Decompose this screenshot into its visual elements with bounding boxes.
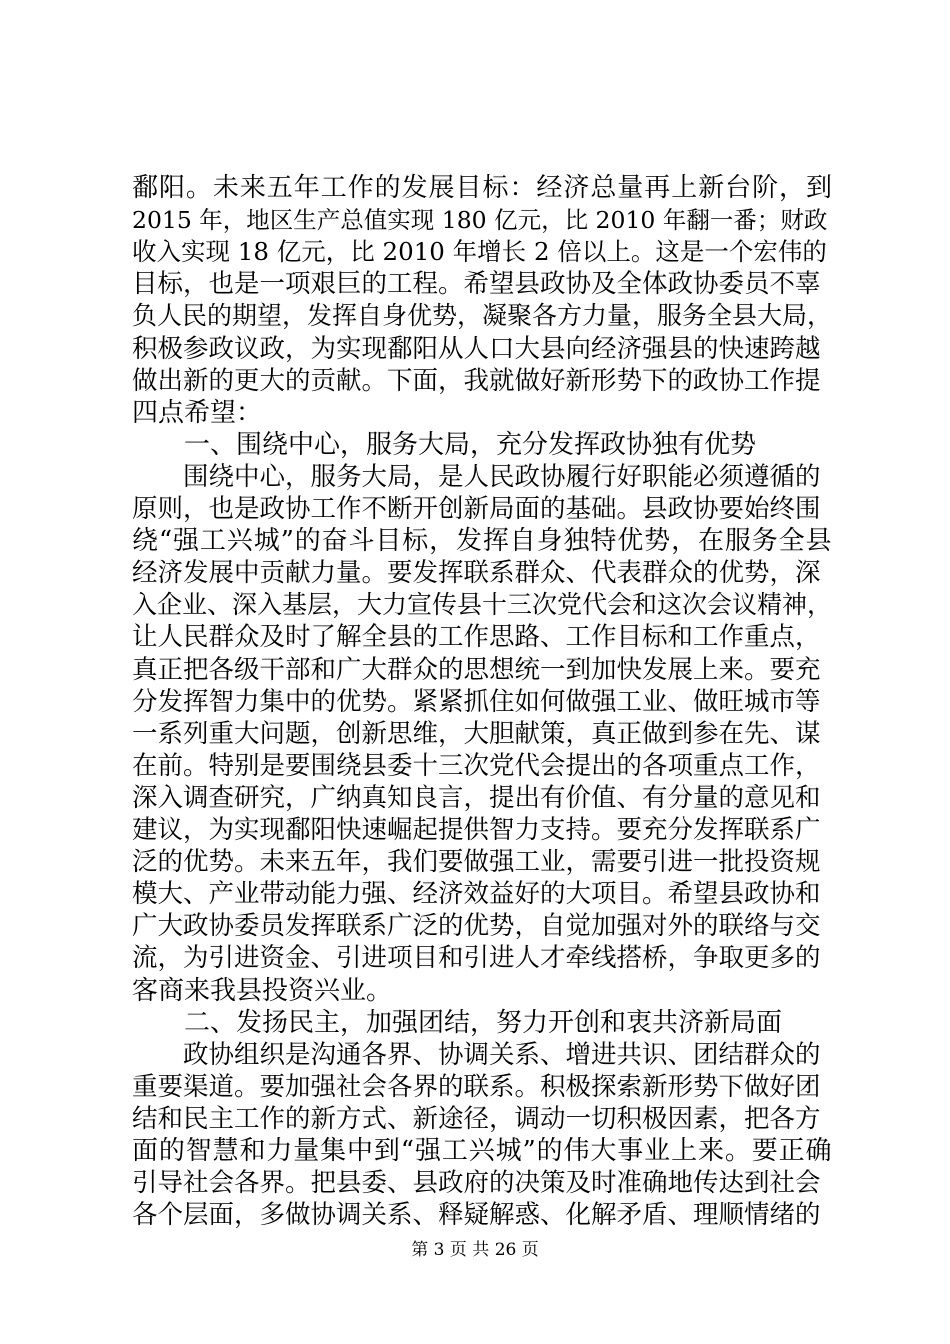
- text-line: 深入调查研究，广纳真知良言，提出有价值、有分量的意见和: [132, 782, 821, 813]
- text-line: 泛的优势。未来五年，我们要做强工业，需要引进一批投资规: [132, 847, 821, 878]
- text-line: 经济发展中贡献力量。要发挥联系群众、代表群众的优势，深: [132, 558, 821, 589]
- text-line: 让人民群众及时了解全县的工作思路、工作目标和工作重点，: [132, 622, 821, 653]
- text-line: 绕“强工兴城”的奋斗目标，发挥自身独特优势，在服务全县: [132, 526, 833, 557]
- text-line: 流，为引进资金、引进项目和引进人才牵线搭桥，争取更多的: [132, 943, 821, 974]
- text-line: 重要渠道。要加强社会各界的联系。积极探索新形势下做好团: [132, 1071, 821, 1102]
- text-line: 面的智慧和力量集中到“强工兴城”的伟大事业上来。要正确: [132, 1136, 833, 1166]
- text-line: 客商来我县投资兴业。: [132, 975, 393, 1006]
- text-line: 四点希望：: [132, 397, 263, 428]
- text-line: 负人民的期望，发挥自身优势，凝聚各方力量，服务全县大局，: [132, 301, 833, 331]
- text-line: 入企业、深入基层，大力宣传县十三次党代会和这次会议精神，: [132, 590, 833, 620]
- text-line: 真正把各级干部和广大群众的思想统一到加快发展上来。要充: [132, 654, 821, 685]
- text-line: 原则，也是政协工作不断开创新局面的基础。县政协要始终围: [132, 494, 821, 524]
- page-footer: 第 3 页 共 26 页: [411, 1240, 539, 1260]
- text-line: 一系列重大问题，创新思维，大胆献策，真正做到参在先、谋: [132, 718, 821, 749]
- text-line: 2015 年，地区生产总值实现 180 亿元，比 2010 年翻一番；财政: [132, 206, 828, 235]
- text-line: 鄱阳。未来五年工作的发展目标：经济总量再上新台阶，到: [132, 173, 833, 203]
- text-line: 政协组织是沟通各界、协调关系、增进共识、团结群众的: [132, 1039, 821, 1070]
- text-line: 分发挥智力集中的优势。紧紧抓住如何做强工业、做旺城市等: [132, 686, 821, 717]
- text-line: 模大、产业带动能力强、经济效益好的大项目。希望县政协和: [132, 879, 821, 910]
- text-line: 目标，也是一项艰巨的工程。希望县政协及全体政协委员不辜: [132, 269, 821, 300]
- text-line: 做出新的更大的贡献。下面，我就做好新形势下的政协工作提: [132, 365, 821, 396]
- text-line: 在前。特别是要围绕县委十三次党代会提出的各项重点工作，: [132, 750, 821, 781]
- text-line: 一、围绕中心，服务大局，充分发挥政协独有优势: [132, 429, 757, 460]
- text-line: 二、发扬民主，加强团结，努力开创和衷共济新局面: [132, 1007, 783, 1038]
- text-line: 引导社会各界。把县委、县政府的决策及时准确地传达到社会: [132, 1168, 821, 1199]
- text-line: 收入实现 18 亿元，比 2010 年增长 2 倍以上。这是一个宏伟的: [132, 237, 827, 267]
- text-line: 积极参政议政，为实现鄱阳从人口大县向经济强县的快速跨越: [132, 333, 821, 364]
- text-line: 结和民主工作的新方式、新途径，调动一切积极因素，把各方: [132, 1103, 821, 1134]
- text-line: 各个层面，多做协调关系、释疑解惑、化解矛盾、理顺情绪的: [132, 1200, 821, 1231]
- text-line: 建议，为实现鄱阳快速崛起提供智力支持。要充分发挥联系广: [132, 815, 821, 845]
- text-line: 广大政协委员发挥联系广泛的优势，自觉加强对外的联络与交: [132, 911, 821, 942]
- text-line: 围绕中心，服务大局，是人民政协履行好职能必须遵循的: [132, 461, 821, 492]
